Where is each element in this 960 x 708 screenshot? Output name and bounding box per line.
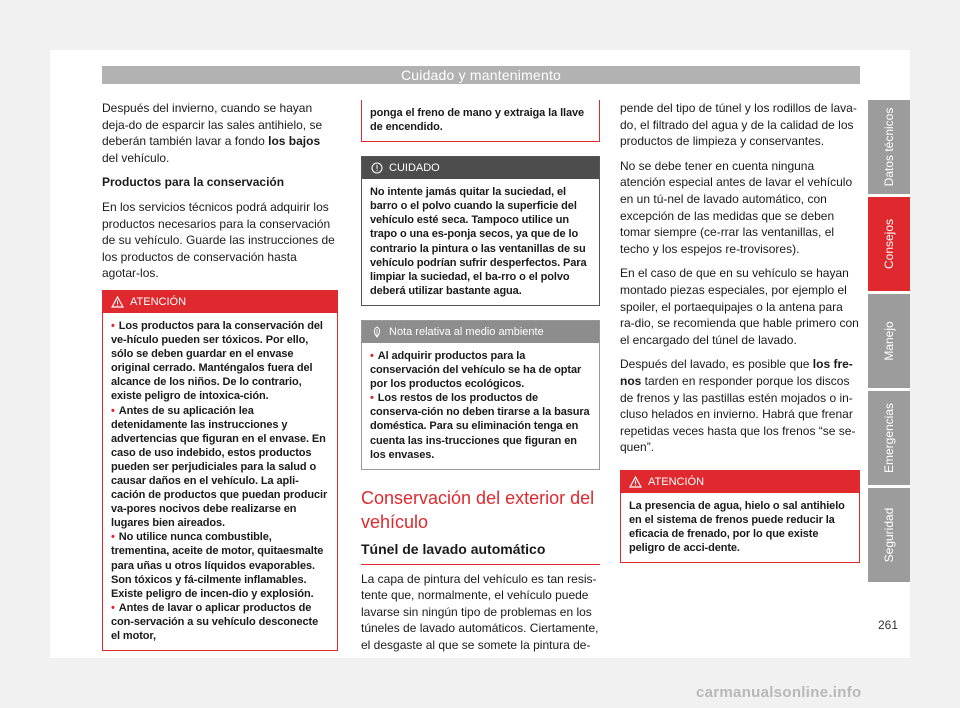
warning-body: La presencia de agua, hielo o sal antihielo en el sistema de frenos puede reducir la eficacia de frenado, por lo que existe peligro de acci-dente.: [629, 499, 845, 555]
watermark: carmanualsonline.info: [696, 684, 862, 701]
warning-triangle-icon: [111, 295, 124, 308]
environment-item: • Los restos de los productos de conserva-ción no deben tirarse a la basura doméstica. Para su eliminación tenga en cuenta las ins-trucciones que figuran en los envases.: [370, 391, 591, 461]
warning-title: ATENCIÓN: [130, 295, 187, 308]
environment-item: • Al adquirir productos para la conservación del vehículo se ha de optar por los productos ecológicos.: [370, 349, 591, 391]
caution-box: [361, 156, 600, 306]
leaf-icon: [370, 325, 383, 338]
tab-consejos[interactable]: Consejos: [868, 197, 910, 291]
warning-title: ATENCIÓN: [648, 475, 705, 488]
paragraph: pende del tipo de túnel y los rodillos de lava-do, el filtrado del agua y de la calidad de los productos de limpieza y conservantes.: [620, 101, 857, 149]
warning-triangle-icon: [629, 475, 642, 488]
caution-title: CUIDADO: [389, 162, 440, 175]
page-header: Cuidado y mantenimento: [102, 66, 860, 84]
warning-item: • Los productos para la conservación del ve-hículo pueden ser tóxicos. Por ello, sólo se deben guardar en el envase original cerrado. Manténgalos fuera del alcance de los niños. De lo contrario, existe peligro de intoxica-ción.: [111, 319, 329, 404]
paragraph: La capa de pintura del vehículo es tan resis-tente que, normalmente, el vehículo puede lavarse sin ningún tipo de problemas en los túneles de lavado automáticos. Ciertamente, el desgaste al que se somete la pintura de-: [361, 571, 599, 653]
exclamation-circle-icon: [370, 162, 383, 175]
warning-item: • Antes de su aplicación lea detenidamente las instrucciones y advertencias que figuran en el envase. En caso de uso indebido, estos productos pueden ser perjudiciales para la salud o causar daños en el vehículo. La apli-cación de productos que puedan producir va-pores nocivos debe realizarse en lugares bien aireados.: [111, 404, 329, 531]
tab-datos-tecnicos[interactable]: Datos técnicos: [868, 100, 910, 194]
environment-header: [362, 321, 599, 343]
caution-body: No intente jamás quitar la suciedad, el barro o el polvo cuando la superficie del vehículo esté seca. Tampoco utilice un trapo o una es-ponja secos, ya que de lo contrario la pintura o las ventanillas de su vehículo podrían sufrir desperfectos. Para limpiar la suciedad, el ba-rro o el polvo deberá utilizar bastante agua.: [370, 186, 587, 297]
paragraph: No se debe tener en cuenta ninguna atención especial antes de lavar el vehículo en un tú-nel de lavado automático, con excepción de las medidas que se deben tomar siempre (ce-rrar las ventanillas, el techo y los espejos re-trovisores).: [620, 158, 853, 256]
warning-body: [103, 313, 337, 650]
warning-header: [103, 291, 337, 313]
paragraph: Después del invierno, cuando se hayan deja-do de esparcir las sales antihielo, se deberán también lavar a fondo los bajos del vehículo.: [102, 101, 323, 165]
subsection-title: Túnel de lavado automático: [361, 540, 600, 565]
column-2: [361, 100, 600, 662]
section-title: Conservación del exterior del vehículo: [361, 487, 595, 532]
paragraph: Después del lavado, es posible que los fre-nos tarden en responder porque los discos de frenos y las pastillas estén mojados o in-cluso helados en invierno. Habrá que frenar repetidas veces hasta que los frenos “se se-quen”.: [620, 357, 856, 455]
section-heading: Productos para la conservación: [102, 175, 285, 190]
page-number: 261: [878, 618, 899, 632]
tab-emergencias[interactable]: Emergencias: [868, 391, 910, 485]
warning-header: [621, 471, 859, 493]
tab-seguridad[interactable]: Seguridad: [868, 488, 910, 582]
caution-header: [362, 157, 599, 179]
warning-box: [620, 470, 860, 563]
tab-manejo[interactable]: Manejo: [868, 294, 910, 388]
warning-item: • No utilice nunca combustible, trementina, aceite de motor, quitaesmalte para uñas u otros líquidos evaporables. Son tóxicos y fá-cilmente inflamables. Existe peligro de incen-dio y explosión.: [111, 530, 329, 600]
column-3: [620, 100, 860, 563]
environment-body: [362, 343, 599, 469]
paragraph: En los servicios técnicos podrá adquirir los productos necesarios para la conservación de su vehículo. Guarde las instrucciones de los productos de conservación hasta agotar-los.: [102, 199, 335, 281]
warning-box-continued: [361, 100, 600, 142]
warning-body: ponga el freno de mano y extraiga la llave de encendido.: [370, 107, 585, 134]
warning-box: [102, 290, 338, 651]
environment-title: Nota relativa al medio ambiente: [389, 325, 544, 338]
warning-item: • Antes de lavar o aplicar productos de con-servación a su vehículo desconecte el motor,: [111, 601, 329, 643]
paragraph: En el caso de que en su vehículo se hayan montado piezas especiales, por ejemplo el spoiler, el portaequipajes o la antena para ra-dio, se recomienda que hable primero con el encargado del túnel de lavado.: [620, 266, 859, 347]
environment-box: [361, 320, 600, 470]
column-1: [102, 100, 338, 651]
